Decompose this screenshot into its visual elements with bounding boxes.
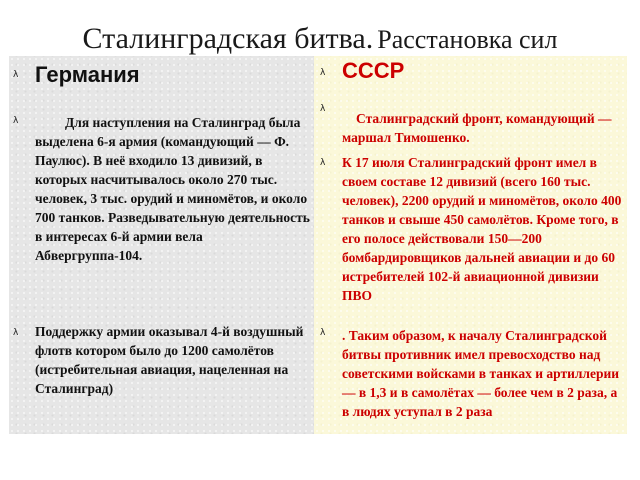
bullet-icon: λ: [320, 104, 326, 114]
ussr-heading: СССР: [342, 58, 405, 83]
bullet-icon: λ: [320, 158, 326, 168]
bullet-icon: λ: [320, 68, 326, 78]
ussr-paragraph-conclusion: . Таким образом, к началу Сталинградской битвы противник имел превосходство над советскими войсками в танках и артиллерии — в 1,3 и в самолётах — более чем в 2 раза, а в людях уступал в 2 раза: [342, 328, 620, 419]
bullet-icon: λ: [320, 328, 326, 338]
bullet-icon: λ: [13, 116, 19, 126]
slide-title-sub: Расстановка сил: [377, 25, 558, 54]
ussr-panel: [314, 56, 627, 434]
germany-heading: Германия: [35, 62, 140, 87]
germany-paragraph-army: Для наступления на Сталинград была выделена 6-я армия (командующий — Ф. Паулюс). В неё входило 13 дивизий, в которых насчитывалось около 270 тыс. человек, 3 тыс. орудий и миномётов, и около 700 танков. Разведывательную деятельность в интересах 6-й армии вела Абвергруппа-104.: [35, 115, 310, 263]
ussr-paragraph-command: Сталинградский фронт, командующий — маршал Тимошенко.: [342, 111, 612, 145]
slide-title: [0, 22, 640, 56]
germany-panel: [9, 56, 314, 434]
ussr-paragraph-forces: К 17 июля Сталинградский фронт имел в своем составе 12 дивизий (всего 160 тыс. человек), 2200 орудий и миномётов, около 400 танков и свыше 450 самолётов. Кроме того, в его полосе действовали 150—200 бомбардировщиков дальней авиации и до 60 истребителей 102-й авиационной дивизии ПВО: [342, 155, 622, 303]
slide-title-main: Сталинградская битва.: [82, 22, 374, 55]
germany-paragraph-airforce: Поддержку армии оказывал 4-й воздушный флотв котором было до 1200 самолётов (истребительная авиация, нацеленная на Сталинград): [35, 324, 304, 396]
bullet-icon: λ: [13, 70, 19, 80]
bullet-icon: λ: [13, 328, 19, 338]
